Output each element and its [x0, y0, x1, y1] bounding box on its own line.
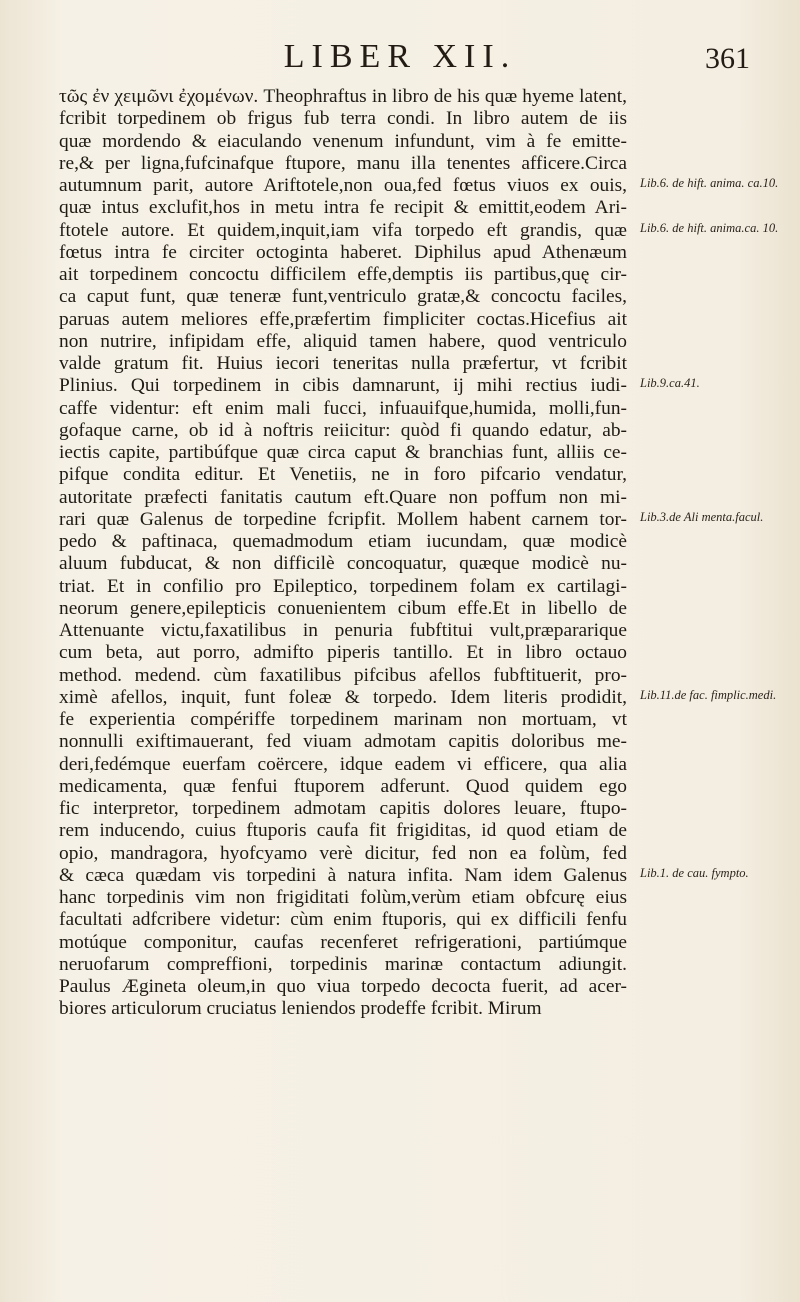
text-line: deri,fedémque euerfam coërcere, idque eadem vi efficere, qua alia [59, 753, 627, 775]
text-line: Attenuante victu,faxatilibus in penuria fubftitui vult,præpararique [59, 620, 627, 641]
text-line: ftotele autore. Et quidem,inquit,iam vifa torpedo eft grandis, quæ [59, 219, 627, 241]
margin-note: Lib.1. de cau. fympto. [640, 865, 749, 880]
text-line: biores articulorum cruciatus leniendos prodeffe fcribit. Mirum [59, 998, 542, 1020]
text-line: gofaque carne, ob id à noftris reiicitur: quòd fi quando edatur, ab- [59, 419, 627, 441]
text-line: autoritate præfecti fanitatis cautum eft.Quare non poffum non mi- [59, 486, 627, 508]
text-line: autumnum parit, autore Ariftotele,non oua,fed fœtus viuos ex ouis, [59, 175, 627, 196]
text-line: cum beta, aut porro, admifto piperis tantillo. Et in libro octauo [59, 642, 627, 664]
margin-note: Lib.11.de fac. fimplic.medi. [640, 687, 777, 702]
text-line: quæ intus exclufit,hos in metu intra fe recipit & emittit,eodem Ari- [59, 197, 627, 219]
text-line: ximè afellos, inquit, funt foleæ & torpedo. Idem literis prodidit, [59, 686, 627, 708]
body-text [59, 86, 627, 1021]
margin-note: Lib.6. de hift. anima. ca.10. [640, 176, 779, 190]
text-line: Plinius. Qui torpedinem in cibis damnarunt, ij mihi rectius iudi- [59, 375, 627, 397]
text-line: fe experientia compériffe torpedinem marinam non mortuam, vt [59, 709, 627, 730]
text-line: nonnulli exiftimauerant, fed viuam admotam capitis doloribus me- [59, 731, 627, 753]
text-line: medicamenta, quæ fenfui ftuporem adferunt. Quod quidem ego [59, 775, 627, 797]
text-line: hanc torpedinis vim non frigiditati folùm,verùm etiam obfcurę eius [59, 887, 627, 908]
text-line: triat. Et in confilio pro Epileptico, torpedinem folam ex cartilagi- [59, 575, 627, 597]
text-line: valde gratum fit. Huius iecori teneritas nulla præfertur, vt fcribit [59, 353, 627, 374]
text-line: neorum genere,epilepticis conuenientem cibum effe.Et in libello de [59, 597, 627, 619]
text-line: facultati adfcribere videtur: cùm enim ftuporis, qui ex difficili fenfu [59, 909, 627, 931]
text-line: iectis capite, partibúfque quæ circa caput & branchias funt, alliis ce- [59, 442, 627, 463]
text-line: motúque componitur, caufas recenferet refrigerationi, partiúmque [59, 931, 627, 953]
text-line: rem inducendo, cuius ftuporis caufa fit frigiditas, id quod etiam de [59, 820, 627, 842]
text-line: fic interpretor, torpedinem admotam capitis dolores leuare, ftupo- [59, 798, 627, 819]
text-line: fœtus intra fe circiter octoginta haberet. Diphilus apud Athenæum [59, 241, 627, 263]
text-line: Paulus Ægineta oleum,in quo viua torpedo decocta fuerit, ad acer- [59, 976, 627, 997]
text-line: ca caput funt, quæ teneræ funt,ventriculo gratæ,& concoctu faciles, [59, 286, 627, 308]
text-line: rari quæ Galenus de torpedine fcripfit. Mollem habent carnem tor- [59, 508, 627, 530]
page-number: 361 [705, 42, 750, 75]
text-line: re,& per ligna,fufcinafque ftupore, manu illa tenentes afficere.Circa [59, 152, 627, 174]
text-line: method. medend. cùm faxatilibus pifcibus afellos fubftituerit, pro- [59, 664, 627, 686]
text-line: caffe videntur: eft enim mali fucci, infuauifque,humida, molli,fun- [59, 397, 627, 419]
text-line: opio, mandragora, hyofcyamo verè dicitur, fed non ea folùm, fed [59, 842, 627, 864]
text-line: pifque condita editur. Et Venetiis, ne in foro pifcario vendatur, [59, 464, 627, 486]
text-line: neruofarum compreffioni, torpedinis marinæ contactum adiungit. [59, 953, 627, 975]
text-line: aluum fubducat, & non difficilè concoquatur, quæque modicè nu- [59, 553, 627, 575]
margin-note: Lib.6. de hift. anima.ca. 10. [640, 220, 779, 235]
margin-note: Lib.9.ca.41. [640, 376, 700, 391]
margin-note: Lib.3.de Ali menta.facul. [640, 509, 764, 524]
text-line: non nutrire, infipidam effe, aliquid tamen habere, quod ventriculo [59, 330, 627, 352]
text-line: pedo & paftinaca, quemadmodum etiam iucundam, quæ modicè [59, 531, 627, 552]
text-line: fcribit torpedinem ob frigus fub terra condi. In libro autem de iis [59, 108, 627, 130]
running-title: LIBER XII. [283, 38, 517, 75]
text-line: & cæca quædam vis torpedini à natura infita. Nam idem Galenus [59, 864, 627, 886]
text-line: ait torpedinem concoctu difficilem effe,demptis iis partibus,quę cir- [59, 264, 627, 285]
text-line: τῶς ἐν χειμῶνι ἐχομένων. Theophraftus in libro de his quæ hyeme latent, [59, 86, 627, 107]
text-line: quæ mordendo & eiaculando venenum infundunt, vim à fe emitte- [59, 130, 627, 152]
text-line: paruas autem meliores effe,præfertim fimpliciter coctas.Hicefius ait [59, 308, 627, 330]
page-header [0, 38, 800, 88]
